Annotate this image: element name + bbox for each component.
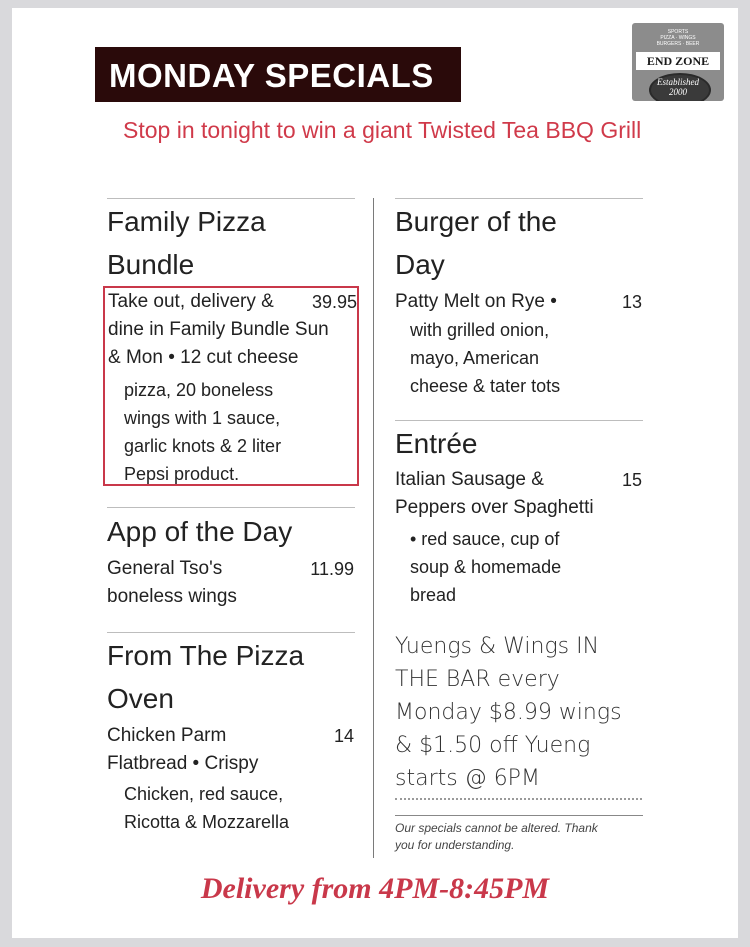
section-title-line: Bundle (107, 249, 195, 280)
section-pizza-oven (107, 634, 357, 720)
item-desc-line: cheese & tater tots (410, 376, 561, 396)
burger-desc (410, 316, 640, 400)
logo-name: END ZONE (636, 52, 720, 70)
item-desc-line: Chicken, red sauce, (124, 784, 284, 804)
rule-disclaimer (395, 815, 643, 816)
disclaimer-line: you for understanding. (395, 838, 515, 852)
promo-line: THE BAR every (395, 667, 560, 692)
section-title-line: Day (395, 249, 445, 280)
dotted-divider (395, 798, 642, 800)
item-desc-line: • red sauce, cup of (410, 529, 560, 549)
section-app-of-day: App of the Day (107, 516, 293, 547)
item-desc-line: mayo, American (410, 348, 540, 368)
column-divider (373, 198, 374, 858)
logo-established (632, 77, 724, 97)
yuengs-wings-promo (395, 630, 645, 795)
logo-tagline-3: BURGERS · BEER (656, 41, 700, 47)
item-name-line: & Mon • 12 cut cheese (108, 347, 299, 368)
rule-right-entree (395, 420, 643, 421)
item-name-line: Chicken Parm (107, 725, 227, 746)
end-zone-logo (632, 23, 724, 101)
disclaimer-line: Our specials cannot be altered. Thank (395, 821, 598, 835)
burger-item: Patty Melt on Rye • (395, 291, 557, 312)
logo-est-label: Established (657, 77, 699, 87)
item-desc-line: with grilled onion, (410, 320, 550, 340)
item-name-line: Take out, delivery & (108, 291, 274, 312)
pizza-oven-price: 14 (333, 726, 354, 746)
burger-price: 13 (621, 292, 642, 312)
logo-year: 2000 (669, 87, 687, 97)
logo-tagline-1: SPORTS (667, 29, 689, 35)
promo-line: starts @ 6PM (395, 766, 540, 791)
app-of-day-price: 11.99 (310, 559, 354, 579)
item-name-line: Peppers over Spaghetti (395, 497, 594, 518)
promo-line: Monday $8.99 wings (395, 700, 622, 725)
promo-line: & $1.50 off Yueng (395, 733, 591, 758)
rule-left-app (107, 507, 355, 508)
item-name-line: boneless wings (107, 586, 237, 607)
item-desc-line: pizza, 20 boneless (124, 380, 274, 400)
entree-item (395, 466, 610, 522)
item-desc-line: wings with 1 sauce, (124, 408, 281, 428)
section-entree: Entrée (395, 428, 478, 459)
logo-tagline-2: PIZZA · WINGS (660, 35, 696, 41)
logo-tagline (632, 29, 724, 47)
section-burger (395, 200, 645, 286)
item-desc-line: Pepsi product. (124, 464, 240, 484)
item-name-line: General Tso's (107, 558, 223, 579)
delivery-hours: Delivery from 4PM-8:45PM (200, 872, 550, 905)
rule-right-top (395, 198, 643, 199)
item-desc-line: soup & homemade (410, 557, 562, 577)
pizza-oven-item (107, 722, 327, 778)
item-name-line: dine in Family Bundle Sun (108, 319, 329, 340)
promo-text: Stop in tonight to win a giant Twisted Tea BBQ Grill (123, 117, 642, 143)
entree-desc (410, 525, 640, 609)
section-title-line: From The Pizza (107, 640, 305, 671)
rule-left-oven (107, 632, 355, 633)
section-title-line: Oven (107, 683, 174, 714)
item-name-line: Flatbread • Crispy (107, 753, 259, 774)
promo-line: Yuengs & Wings IN (395, 634, 600, 659)
page-title: MONDAY SPECIALS (109, 57, 434, 94)
item-desc-line: garlic knots & 2 liter (124, 436, 282, 456)
item-name-line: Italian Sausage & (395, 469, 544, 490)
pizza-oven-desc (124, 780, 344, 836)
item-desc-line: Ricotta & Mozzarella (124, 812, 290, 832)
section-title-line: Burger of the (395, 206, 557, 237)
title-banner (95, 47, 461, 102)
entree-price: 15 (621, 470, 642, 490)
family-bundle-price: 39.95 (311, 292, 357, 312)
rule-left-top (107, 198, 355, 199)
section-family-bundle (107, 200, 357, 286)
family-bundle-desc (124, 376, 354, 488)
section-title-line: Family Pizza (107, 206, 266, 237)
disclaimer (395, 820, 645, 854)
item-desc-line: bread (410, 585, 457, 605)
app-of-day-item (107, 555, 307, 611)
